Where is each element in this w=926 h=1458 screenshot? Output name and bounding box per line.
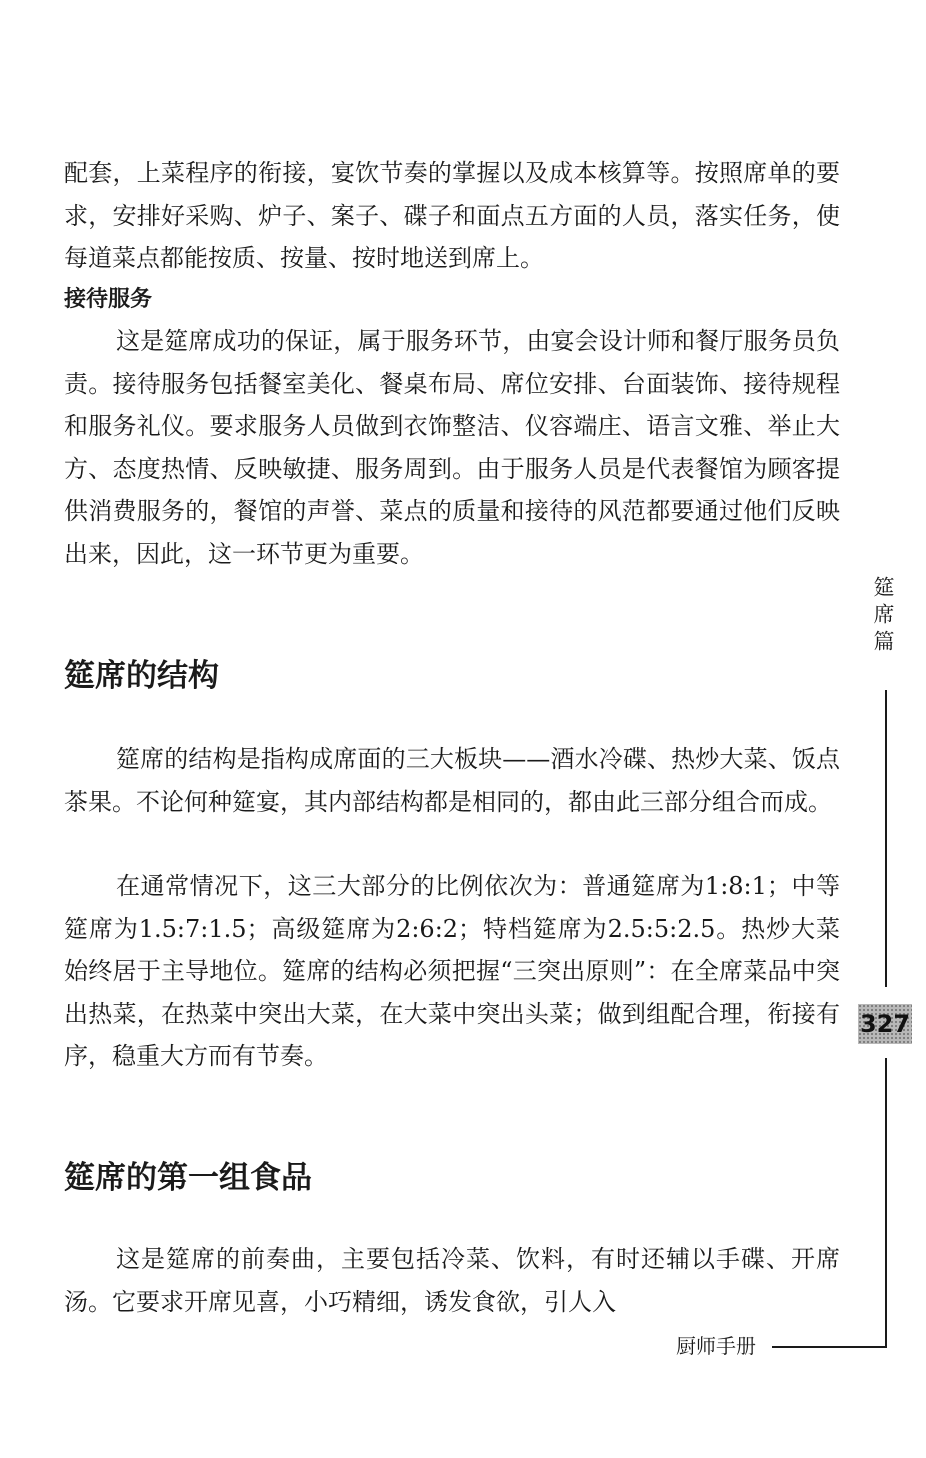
page-number-badge: 327 — [858, 1004, 912, 1044]
first-group-heading: 筵席的第一组食品 — [64, 1160, 312, 1196]
footer-book-title: 厨师手册 — [676, 1334, 756, 1358]
structure-heading: 筵席的结构 — [64, 658, 219, 694]
reception-subheading: 接待服务 — [64, 287, 153, 312]
side-section-tab: 筵席篇 — [871, 576, 895, 657]
first-group-paragraph: 这是筵席的前奏曲，主要包括冷菜、饮料，有时还辅以手碟、开席汤。它要求开席见喜，小巧精细，诱发食欲，引人入 — [64, 1245, 840, 1316]
intro-paragraph: 配套，上菜程序的衔接，宴饮节奏的掌握以及成本核算等。按照席单的要求，安排好采购、炉子、案子、碟子和面点五方面的人员，落实任务，使每道菜点都能按质、按量、按时地送到席上。 — [64, 159, 840, 272]
structure-paragraph-2: 在通常情况下，这三大部分的比例依次为：普通筵席为1:8:1；中等筵席为1.5:7:1.5；高级筵席为2:6:2；特档筵席为2.5:5:2.5。热炒大菜始终居于主导地位。筵席的结构必须把握“三突出原则”：在全席菜品中突出热菜，在热菜中突出大菜，在大菜中突出头菜；做到组配合理，衔接有序，稳重大方而有节奏。 — [64, 872, 840, 1070]
margin-rule-upper — [885, 690, 887, 987]
footer-rule — [772, 1346, 887, 1348]
structure-paragraph-1: 筵席的结构是指构成席面的三大板块——酒水冷碟、热炒大菜、饭点茶果。不论何种筵宴，其内部结构都是相同的，都由此三部分组合而成。 — [64, 745, 840, 816]
reception-paragraph: 这是筵席成功的保证，属于服务环节，由宴会设计师和餐厅服务员负责。接待服务包括餐室美化、餐桌布局、席位安排、台面装饰、接待规程和服务礼仪。要求服务人员做到衣饰整洁、仪容端庄、语言文雅、举止大方、态度热情、反映敏捷、服务周到。由于服务人员是代表餐馆为顾客提供消费服务的，餐馆的声誉、菜点的质量和接待的风范都要通过他们反映出来，因此，这一环节更为重要。 — [64, 327, 840, 568]
margin-rule-lower — [885, 1058, 887, 1348]
